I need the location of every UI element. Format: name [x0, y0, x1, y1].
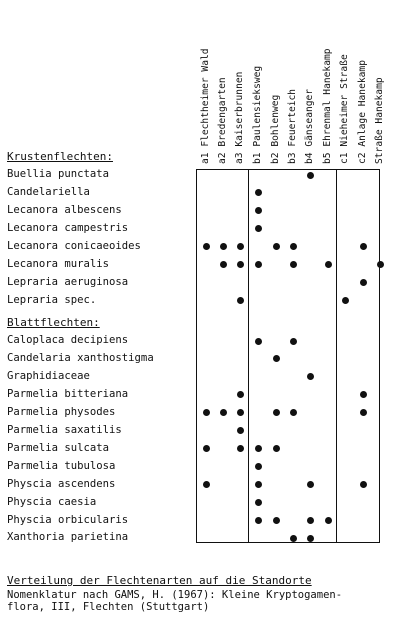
species-name: Lecanora albescens [7, 203, 122, 216]
species-name: Lepraria aeruginosa [7, 275, 129, 288]
caption-note-line-1: Nomenklatur nach GAMS, H. (1967): Kleine Kryptogamen- [7, 589, 343, 601]
figure-caption-title: Verteilung der Flechtenarten auf die Standorte [7, 574, 312, 587]
section-title-1: Krustenflechten: [7, 150, 113, 163]
site-header-5: b2 Bohlenweg [270, 94, 281, 164]
species-name: Xanthoria parietina [7, 531, 129, 544]
species-name: Lepraria spec. [7, 293, 97, 306]
species-name: Candelariella [7, 185, 90, 198]
presence-grid-frame [196, 169, 380, 543]
species-name: Caloplaca decipiens [7, 334, 129, 346]
site-header-9: c1 Nieheimer Straße [339, 54, 350, 164]
species-name: Candelaria xanthostigma [7, 351, 154, 364]
group-divider-a-b [248, 169, 249, 543]
caption-note-line-2: flora, III, Flechten (Stuttgart) [7, 601, 210, 613]
site-header-7: b4 Gänseanger [304, 88, 315, 164]
species-name: Lecanora campestris [7, 221, 129, 234]
species-name: Parmelia saxatilis [7, 423, 122, 436]
species-name: Physcia orbicularis [7, 513, 129, 526]
group-divider-b-c [336, 169, 337, 543]
species-name: Parmelia tubulosa [7, 459, 116, 472]
site-header-8: b5 Ehrenmal Hanekamp [322, 48, 333, 164]
site-header-3: a3 Kaiserbrunnen [234, 71, 245, 164]
site-header-1: a1 Flechtheimer Wald [200, 48, 211, 164]
species-name: Parmelia physodes [7, 405, 116, 418]
species-name: Buellia punctata [7, 168, 110, 180]
species-name: Lecanora conicaeoides [7, 239, 141, 252]
site-header-2: a2 Bredengarten [217, 77, 228, 164]
species-name: Lecanora muralis [7, 257, 110, 270]
site-header-11: Straße Hanekamp [374, 77, 385, 164]
site-header-10: c2 Anlage Hanekamp [357, 60, 368, 164]
site-header-4: b1 Paulensieksweg [252, 65, 263, 164]
site-header-6: b3 Feuerteich [287, 88, 298, 164]
figure-caption-note [7, 589, 342, 613]
species-name: Graphidiaceae [7, 369, 90, 382]
species-name: Parmelia bitteriana [7, 387, 129, 400]
section-title-2: Blattflechten: [7, 316, 100, 329]
species-name: Parmelia sulcata [7, 441, 110, 454]
species-name: Physcia ascendens [7, 477, 116, 490]
species-name: Physcia caesia [7, 495, 97, 508]
